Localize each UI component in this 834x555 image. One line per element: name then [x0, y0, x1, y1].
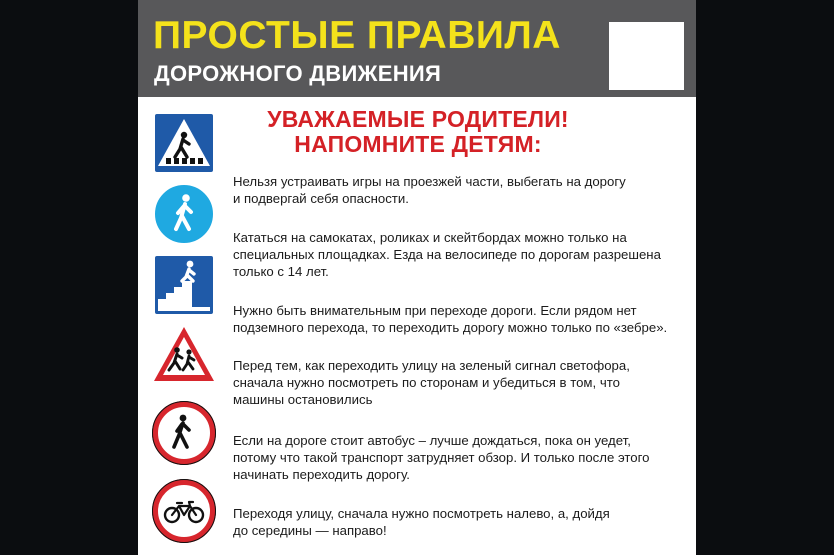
rule-4 [233, 357, 693, 408]
pedestrian-path-sign-icon [152, 182, 216, 246]
logo-placeholder [609, 22, 684, 90]
rule-5 [233, 432, 693, 483]
parents-heading [232, 107, 604, 157]
rule-line: специальных площадках. Езда на велосипеде по дорогам разрешена [233, 247, 661, 262]
rule-3 [233, 302, 693, 336]
rule-line: подземного перехода, то переходить дорогу можно только по «зебре». [233, 320, 668, 335]
rule-line: сначала нужно посмотреть по сторонам и убедиться в том, что [233, 375, 620, 390]
rule-line: только с 14 лет. [233, 264, 329, 279]
pedestrian-crossing-sign-icon [152, 111, 216, 175]
rule-line: Нельзя устраивать игры на проезжей части, выбегать на дорогу [233, 174, 626, 189]
heading-line-1: УВАЖАЕМЫЕ РОДИТЕЛИ! [267, 106, 569, 132]
rule-line: и подвергай себя опасности. [233, 191, 409, 206]
rule-line: до середины — направо! [233, 523, 387, 538]
no-bicycles-sign-icon [152, 479, 216, 543]
rule-line: Кататься на самокатах, роликах и скейтбордах можно только на [233, 230, 627, 245]
poster-title: ПРОСТЫЕ ПРАВИЛА [153, 14, 561, 57]
no-pedestrians-sign-icon [152, 401, 216, 465]
rule-line: начинать переходить дорогу. [233, 467, 410, 482]
rule-6 [233, 505, 693, 539]
rule-line: Если на дороге стоит автобус – лучше дождаться, пока он уедет, [233, 433, 631, 448]
rule-line: потому что такой транспорт затрудняет обзор. И только после этого [233, 450, 650, 465]
rule-1 [233, 173, 693, 207]
rule-line: машины остановились [233, 392, 373, 407]
rule-line: Перед тем, как переходить улицу на зеленый сигнал светофора, [233, 358, 630, 373]
rule-line: Нужно быть внимательным при переходе дороги. Если рядом нет [233, 303, 637, 318]
children-warning-sign-icon [152, 323, 216, 387]
heading-line-2: НАПОМНИТЕ ДЕТЯМ: [294, 131, 542, 157]
poster-subtitle: ДОРОЖНОГО ДВИЖЕНИЯ [154, 61, 442, 86]
rule-line: Переходя улицу, сначала нужно посмотреть налево, а, дойдя [233, 506, 610, 521]
poster [138, 0, 696, 555]
header-banner [138, 0, 696, 97]
rule-2 [233, 229, 693, 280]
underground-crossing-sign-icon [152, 253, 216, 317]
